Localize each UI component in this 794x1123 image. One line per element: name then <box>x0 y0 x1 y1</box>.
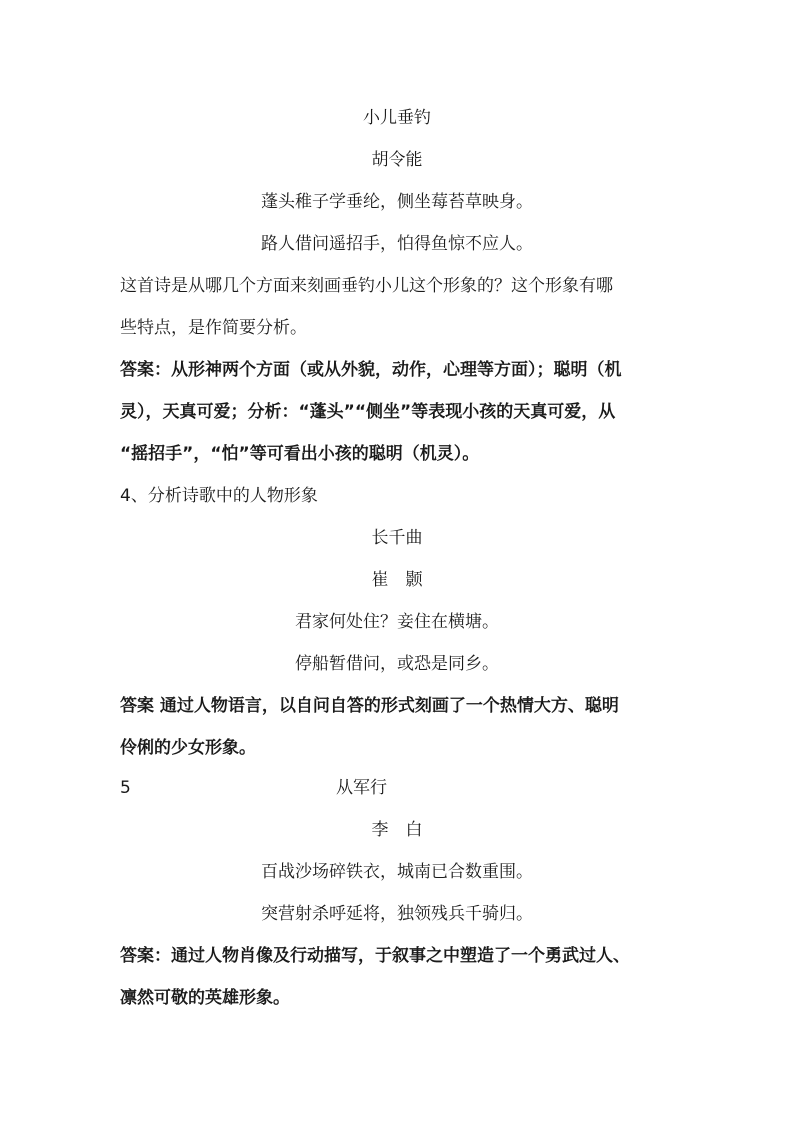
poem-title: 长千曲 <box>371 528 423 548</box>
poem-title: 小儿垂钓 <box>363 108 431 128</box>
answer-text: 答案：从形神两个方面（或从外貌，动作，心理等方面）；聪明（机 <box>120 360 622 380</box>
answer-text: “摇招手”，“怕”等可看出小孩的聪明（机灵）。 <box>120 444 480 464</box>
question-text: 些特点，是作简要分析。 <box>120 318 307 338</box>
poem-author: 胡令能 <box>371 150 423 170</box>
poem-verse: 突营射杀呼延将，独领残兵千骑归。 <box>261 904 533 924</box>
section-number: 5 <box>120 778 131 798</box>
poem-author: 崔 颢 <box>371 570 423 590</box>
question-text: 这首诗是从哪几个方面来刻画垂钓小儿这个形象的？这个形象有哪 <box>120 276 613 296</box>
answer-text: 灵），天真可爱；分析：“蓬头”“侧坐”等表现小孩的天真可爱，从 <box>120 402 616 422</box>
poem-verse: 蓬头稚子学垂纶，侧坐莓苔草映身。 <box>261 192 533 212</box>
answer-text: 伶俐的少女形象。 <box>120 738 256 758</box>
answer-text: 答案 通过人物语言，以自问自答的形式刻画了一个热情大方、聪明 <box>120 696 619 716</box>
section-heading: 4、分析诗歌中的人物形象 <box>120 486 318 506</box>
poem-title: 从军行 <box>336 778 387 798</box>
poem-verse: 停船暂借问，或恐是同乡。 <box>295 654 499 674</box>
answer-text: 答案：通过人物肖像及行动描写，于叙事之中塑造了一个勇武过人、 <box>120 946 630 966</box>
poem-verse: 百战沙场碎铁衣，城南已合数重围。 <box>261 862 533 882</box>
poem-author: 李 白 <box>371 820 423 840</box>
poem-verse: 路人借问遥招手，怕得鱼惊不应人。 <box>261 234 533 254</box>
poem-verse: 君家何处住？妾住在横塘。 <box>295 612 499 632</box>
answer-text: 凛然可敬的英雄形象。 <box>120 988 290 1008</box>
